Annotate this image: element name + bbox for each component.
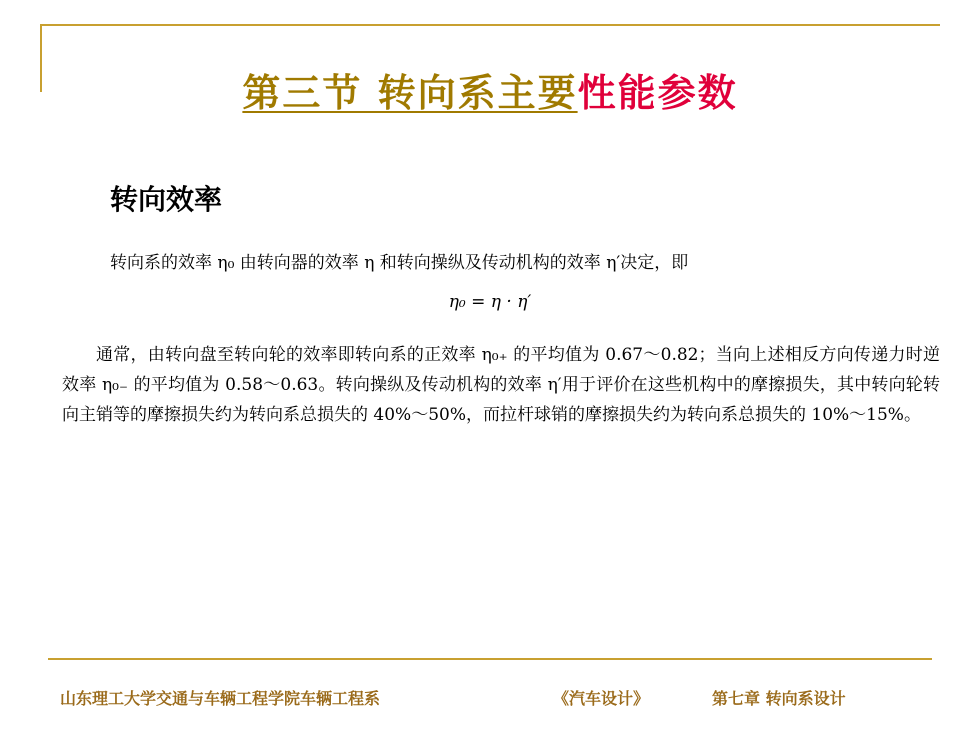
- section-subheading: 转向效率: [110, 183, 223, 216]
- footer-course: 《汽车设计》: [553, 689, 650, 708]
- efficiency-formula: η₀ = η · η′: [448, 292, 532, 312]
- body-paragraph-1: 转向系的效率 η₀ 由转向器的效率 η 和转向操纵及传动机构的效率 η′决定，即: [110, 253, 689, 273]
- slide-title-part1: 第三节 转向系主要: [242, 71, 578, 115]
- footer-chapter: 第七章 转向系设计: [712, 689, 846, 708]
- body-paragraph-2: 通常，由转向盘至转向轮的效率即转向系的正效率 η₀₊ 的平均值为 0.67～0.82；当向上述相反方向传递力时逆效率 η₀₋ 的平均值为 0.58～0.63。转向操纵及传动机构的效率 η′用于评价在这些机构中的摩擦损失，其中转向轮转向主销等的摩擦损失约为转向系总损失的 40%～50%，而拉杆球销的摩擦损失约为转向系总损失的 10%～15%。: [62, 345, 940, 425]
- frame-top-rule: [40, 24, 940, 26]
- slide-title-part2: 性能参数: [577, 71, 738, 115]
- footer-rule: [48, 658, 932, 660]
- footer-institution: 山东理工大学交通与车辆工程学院车辆工程系: [60, 689, 381, 708]
- slide-title: [0, 62, 980, 117]
